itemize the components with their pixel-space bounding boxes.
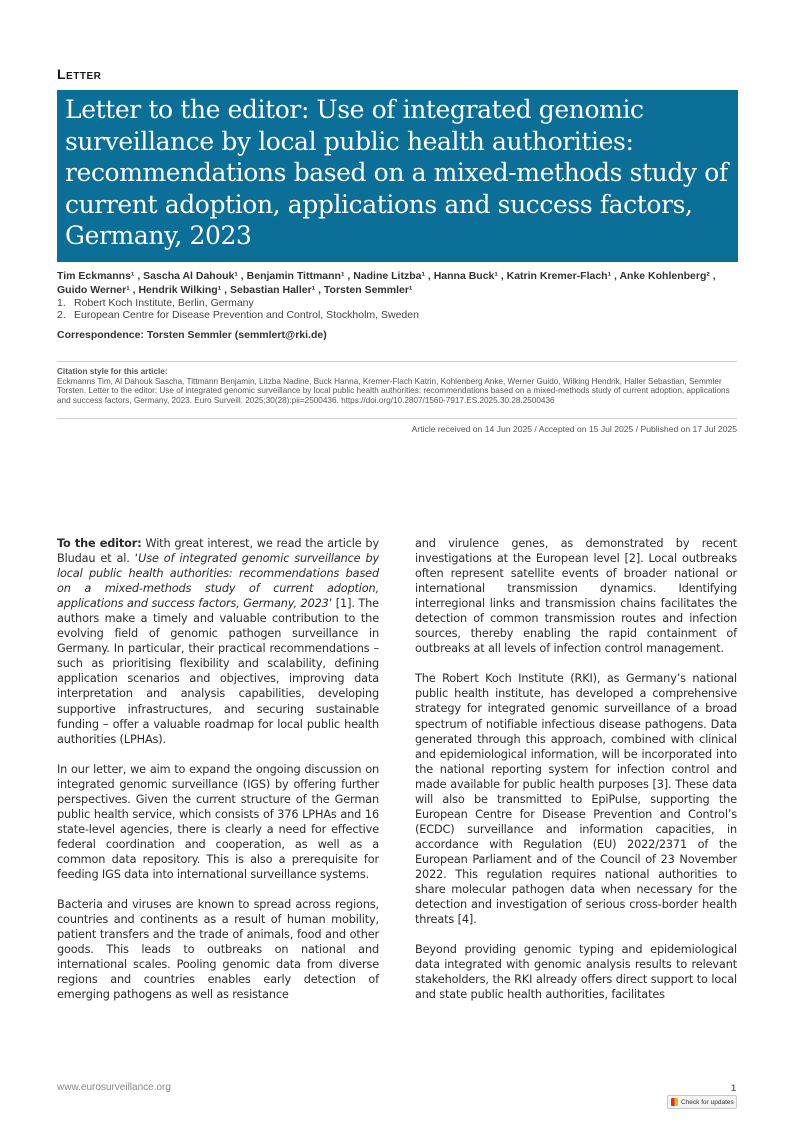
footer-url[interactable]: www.eurosurveillance.org [57,1082,171,1093]
paragraph: Beyond providing genomic typing and epidemiological data integrated with genomic analysis results to relevant stakeholders, the RKI already offers direct support to local and state public health authorities, facilitates [415,943,737,1002]
affiliation-item [57,297,737,309]
paragraph [57,536,379,747]
divider [57,361,737,362]
body-column-left [57,536,379,1017]
check-for-updates-label: Check for updates [681,1098,734,1106]
title-banner [57,90,738,262]
paragraph: The Robert Koch Institute (RKI), as Germany’s national public health institute, has developed a comprehensive strategy for integrated genomic surveillance of a broad spectrum of notifiable infectious disease pathogens. Data generated through this approach, combined with clinical and epidemiological information, will be incorporated into the national reporting system for infection control and made available for public health purposes [3]. These data will also be transmitted to EpiPulse, supporting the European Centre for Disease Prevention and Control’s (ECDC) surveillance and information capacities, in accordance with Regulation (EU) 2022/2371 of the European Parliament and of the Council of 23 November 2022. This regulation requires national authorities to share molecular pathogen data when necessary for the detection and investigation of serious cross-border health threats [4]. [415,672,737,927]
affiliation-text: Robert Koch Institute, Berlin, Germany [74,297,254,309]
section-label: Letter [57,66,102,82]
paragraph: Bacteria and viruses are known to spread across regions, countries and continents as a result of human mobility, patient transfers and the trade of animals, food and other goods. This leads to outbreaks on national and international scales. Pooling genomic data from diverse regions and countries enables early detection of emerging pathogens as well as resistance [57,898,379,1002]
affiliation-number: 2. [57,309,66,321]
body-column-right [415,536,737,1017]
paragraph-lead: To the editor: [57,537,142,550]
paragraph: In our letter, we aim to expand the ongoing discussion on integrated genomic surveillance (IGS) by offering further perspectives. Given the current structure of the German public health service, which consists of 376 LPHAs and 16 state-level agencies, there is clearly a need for effective federal coordination and cooperation, as well as a common data repository. This is also a prerequisite for feeding IGS data into international surveillance systems. [57,762,379,881]
affiliation-text: European Centre for Disease Prevention and Control, Stockholm, Sweden [74,309,419,321]
citation-label: Citation style for this article: [57,367,168,376]
correspondence: Correspondence: Torsten Semmler (semmlert@rki.de) [57,329,327,341]
citation-text: Eckmanns Tim, Al Dahouk Sascha, Tittmann Benjamin, Litzba Nadine, Buck Hanna, Kremer-Flach Katrin, Kohlenberg Anke, Werner Guido, Wilking Hendrik, Haller Sebastian, Semmler Torsten. Letter to the editor: Use of integrated genomic surveillance by local public health authorities: recommendations based on a mixed-methods study of current adoption, applications and success factors, Germany, 2023. Euro Surveill. 2025;30(28):pii=2500436. https://doi.org/10.2807/1560-7917.ES.2025.30.28.2500436 [57,376,730,405]
check-for-updates-button[interactable] [667,1095,737,1109]
affiliation-number: 1. [57,297,66,309]
paragraph-text: ’ [1]. The authors make a timely and valuable contribution to the evolving field of genomic pathogen surveillance in Germany. In particular, their practical recommendations – such as prioritising flexibility and scalability, defining application scenarios and objectives, improving data interpretation and analysis capabilities, developing supportive infrastructures, and securing sustainable funding – offer a valuable roadmap for local public health authorities (LPHAs). [57,597,379,746]
crossmark-icon [671,1098,678,1106]
author-list: Tim Eckmanns¹ , Sascha Al Dahouk¹ , Benjamin Tittmann¹ , Nadine Litzba¹ , Hanna Buck¹ , Katrin Kremer-Flach¹ , Anke Kohlenberg² , Guido Werner¹ , Hendrik Wilking¹ , Sebastian Haller¹ , Torsten Semmler¹ [57,270,716,296]
citation-block [57,367,737,405]
affiliations [57,297,737,321]
paragraph-text: With great interest, we read the article by Bludau et al. ‘ [57,537,379,566]
paragraph: and virulence genes, as demonstrated by recent investigations at the European level [2]. Local outbreaks often represent satellite events of broader national or international transmission dynamics. Identifying interregional links and transmission chains facilitates the detection of common transmission routes and infection sources, thereby enabling the rapid containment of outbreaks at all levels of infection control management. [415,537,737,656]
cited-title: Use of integrated genomic surveillance by local public health authorities: recommendations based on a mixed-methods study of current adoption, applications and success factors, Germany, 2023 [57,552,380,611]
page-number: 1 [730,1083,736,1093]
affiliation-item [57,309,737,321]
divider [57,418,737,419]
received-dates: Article received on 14 Jun 2025 / Accepted on 15 Jul 2025 / Published on 17 Jul 2025 [411,424,737,434]
article-title: Letter to the editor: Use of integrated genomic surveillance by local public health authorities: recommendations based on a mixed-methods study of current adoption, applications and success factors, Germany, 2023 [65,95,728,250]
